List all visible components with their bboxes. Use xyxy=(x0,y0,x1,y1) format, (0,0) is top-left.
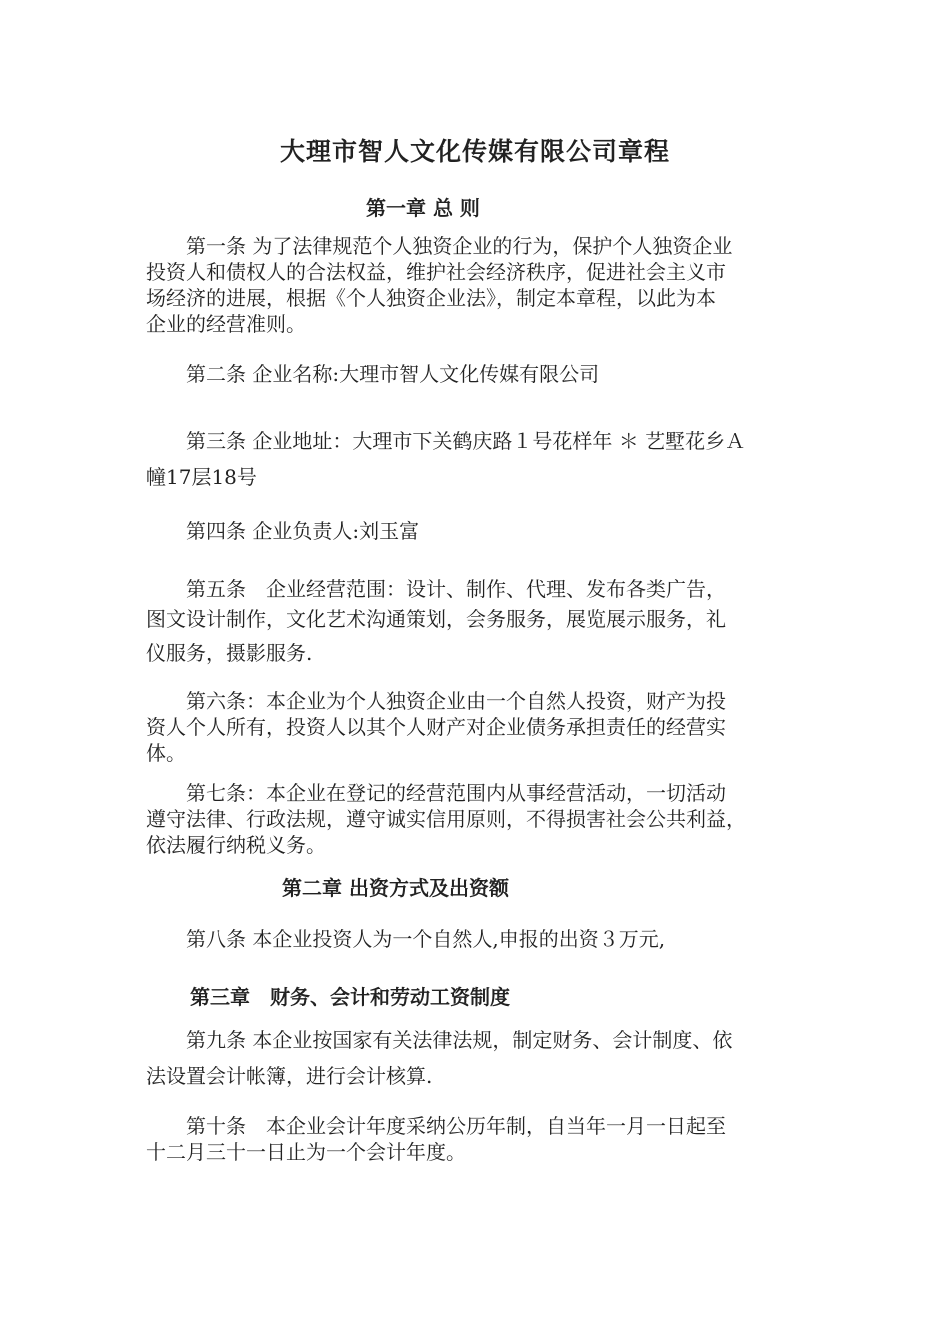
article-1 xyxy=(146,233,806,337)
article-6-line: 第六条：本企业为个人独资企业由一个自然人投资，财产为投 xyxy=(146,689,726,713)
article-1-line: 场经济的进展，根据《个人独资企业法》，制定本章程，以此为本 xyxy=(146,286,716,310)
article-8 xyxy=(146,926,806,952)
article-7-line: 第七条：本企业在登记的经营范围内从事经营活动，一切活动 xyxy=(146,781,726,805)
article-10-line: 十二月三十一日止为一个会计年度。 xyxy=(146,1140,466,1164)
article-9-line: 法设置会计帐簿，进行会计核算. xyxy=(146,1064,433,1088)
article-2-line: 第二条 企业名称:大理市智人文化传媒有限公司 xyxy=(146,362,600,386)
article-6-line: 体。 xyxy=(146,741,186,765)
document-title: 大理市智人文化传媒有限公司章程 xyxy=(279,137,670,166)
article-4 xyxy=(146,518,806,544)
article-3-line: 幢17层18号 xyxy=(146,465,257,489)
article-3-line: 第三条 企业地址：大理市下关鹤庆路１号花样年 ＊ 艺墅花乡Ａ xyxy=(146,429,746,453)
article-5 xyxy=(146,573,806,669)
chapter-2-heading: 第二章 出资方式及出资额 xyxy=(282,876,509,900)
article-10-line: 第十条 本企业会计年度采纳公历年制，自当年一月一日起至 xyxy=(146,1114,726,1138)
chapter-3-heading: 第三章 财务、会计和劳动工资制度 xyxy=(190,985,510,1009)
article-10 xyxy=(146,1113,806,1165)
article-7-line: 依法履行纳税义务。 xyxy=(146,833,326,857)
article-1-line: 企业的经营准则。 xyxy=(146,312,306,336)
article-6-line: 资人个人所有，投资人以其个人财产对企业债务承担责任的经营实 xyxy=(146,715,726,739)
article-5-line: 第五条 企业经营范围：设计、制作、代理、发布各类广告， xyxy=(146,577,726,601)
article-5-line: 仪服务，摄影服务. xyxy=(146,641,313,665)
article-7 xyxy=(146,780,806,858)
chapter-1-heading: 第一章 总 则 xyxy=(366,196,480,220)
article-5-line: 图文设计制作，文化艺术沟通策划，会务服务，展览展示服务，礼 xyxy=(146,607,726,631)
article-9 xyxy=(146,1022,806,1094)
article-1-line: 第一条 为了法律规范个人独资企业的行为，保护个人独资企业 xyxy=(146,234,733,258)
article-3 xyxy=(146,428,806,500)
article-1-line: 投资人和债权人的合法权益，维护社会经济秩序，促进社会主义市 xyxy=(146,260,726,284)
article-2 xyxy=(146,361,806,387)
article-6 xyxy=(146,688,806,766)
article-4-line: 第四条 企业负责人:刘玉富 xyxy=(146,519,420,543)
article-9-line: 第九条 本企业按国家有关法律法规，制定财务、会计制度、依 xyxy=(146,1028,733,1052)
article-8-line: 第八条 本企业投资人为一个自然人,申报的出资３万元, xyxy=(146,927,666,951)
article-7-line: 遵守法律、行政法规，遵守诚实信用原则，不得损害社会公共利益， xyxy=(146,807,746,831)
